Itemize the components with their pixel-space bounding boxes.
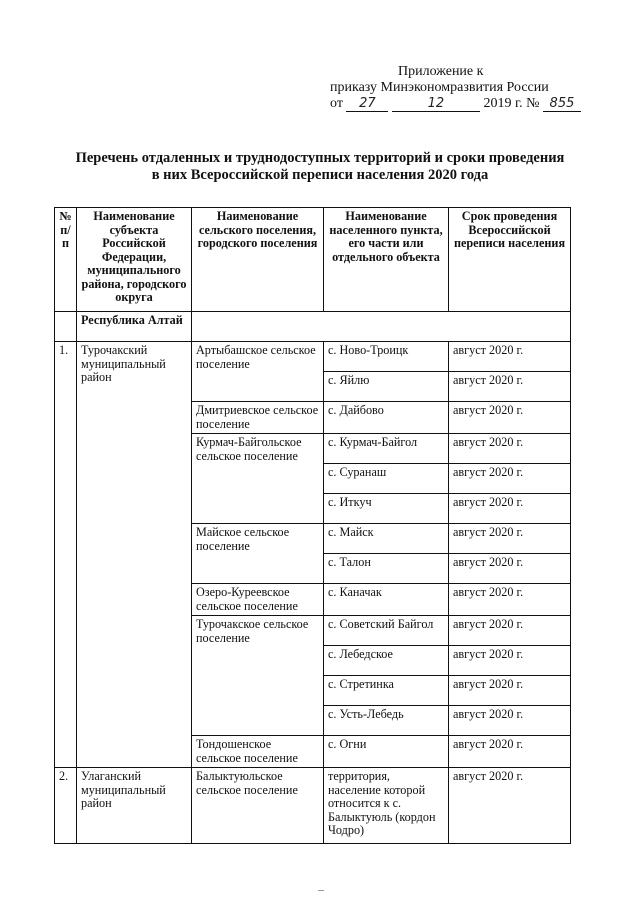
appendix-line-1: Приложение к xyxy=(398,64,484,79)
district-number: 1. xyxy=(55,342,77,768)
settlement-name: Балыктуюльское сельское поселение xyxy=(192,768,324,844)
locality-name: с. Талон xyxy=(324,554,449,584)
document-title xyxy=(20,150,620,184)
title-line-1: Перечень отдаленных и труднодоступных территорий и сроки проведения xyxy=(75,150,565,166)
settlement-name: Артыбашское сельское поселение xyxy=(192,342,324,402)
page-mark xyxy=(318,890,324,891)
census-period: август 2020 г. xyxy=(449,706,571,736)
order-number: 855 xyxy=(543,97,581,112)
settlement-name: Майское сельское поселение xyxy=(192,524,324,584)
census-period: август 2020 г. xyxy=(449,554,571,584)
order-month: 12 xyxy=(392,97,480,112)
locality-name: с. Дайбово xyxy=(324,402,449,434)
table-row xyxy=(55,768,571,844)
census-period: август 2020 г. xyxy=(449,434,571,464)
district-number: 2. xyxy=(55,768,77,844)
settlement-name: Курмач-Байгольское сельское поселение xyxy=(192,434,324,524)
from-word: от xyxy=(330,96,343,111)
locality-name: с. Каначак xyxy=(324,584,449,616)
settlement-name: Турочакское сельское поселение xyxy=(192,616,324,736)
title-line-2: в них Всероссийской переписи населения 2020 года xyxy=(151,167,489,183)
order-year: 2019 г. № xyxy=(483,96,540,111)
locality-name: территория, население которой относится к с. Балыктуюль (кордон Чодро) xyxy=(324,768,449,844)
header-period: Срок проведения Всероссийской переписи населения xyxy=(449,208,571,312)
locality-name: с. Майск xyxy=(324,524,449,554)
header-locality: Наименование населенного пункта, его части или отдельного объекта xyxy=(324,208,449,312)
appendix-header xyxy=(330,64,630,112)
district-name: Улаганский муниципальный район xyxy=(77,768,192,844)
settlement-name: Озеро-Куреевское сельское поселение xyxy=(192,584,324,616)
locality-name: с. Советский Байгол xyxy=(324,616,449,646)
locality-name: с. Стретинка xyxy=(324,676,449,706)
census-period: август 2020 г. xyxy=(449,646,571,676)
district-name: Турочакский муниципальный район xyxy=(77,342,192,768)
appendix-line-2: приказу Минэкономразвития России xyxy=(330,80,549,95)
census-period: август 2020 г. xyxy=(449,342,571,372)
locality-name: с. Яйлю xyxy=(324,372,449,402)
region-row xyxy=(55,312,571,342)
table-row xyxy=(55,342,571,372)
census-period: август 2020 г. xyxy=(449,584,571,616)
territories-table xyxy=(54,207,571,844)
census-period: август 2020 г. xyxy=(449,402,571,434)
settlement-name: Тондошенское сельское поселение xyxy=(192,736,324,768)
census-period: август 2020 г. xyxy=(449,524,571,554)
locality-name: с. Огни xyxy=(324,736,449,768)
census-period: август 2020 г. xyxy=(449,736,571,768)
region-name: Республика Алтай xyxy=(77,312,192,342)
locality-name: с. Ново-Троицк xyxy=(324,342,449,372)
settlement-name: Дмитриевское сельское поселение xyxy=(192,402,324,434)
census-period: август 2020 г. xyxy=(449,616,571,646)
locality-name: с. Иткуч xyxy=(324,494,449,524)
census-period: август 2020 г. xyxy=(449,768,571,844)
census-period: август 2020 г. xyxy=(449,372,571,402)
header-number: № п/п xyxy=(55,208,77,312)
locality-name: с. Суранаш xyxy=(324,464,449,494)
order-day: 27 xyxy=(346,97,388,112)
census-period: август 2020 г. xyxy=(449,464,571,494)
locality-name: с. Лебедское xyxy=(324,646,449,676)
locality-name: с. Курмач-Байгол xyxy=(324,434,449,464)
header-subject: Наименование субъекта Российской Федерации, муниципального района, городского округа xyxy=(77,208,192,312)
appendix-line-3 xyxy=(330,96,630,112)
table-header-row xyxy=(55,208,571,312)
census-period: август 2020 г. xyxy=(449,494,571,524)
locality-name: с. Усть-Лебедь xyxy=(324,706,449,736)
census-period: август 2020 г. xyxy=(449,676,571,706)
header-settlement: Наименование сельского поселения, городского поселения xyxy=(192,208,324,312)
